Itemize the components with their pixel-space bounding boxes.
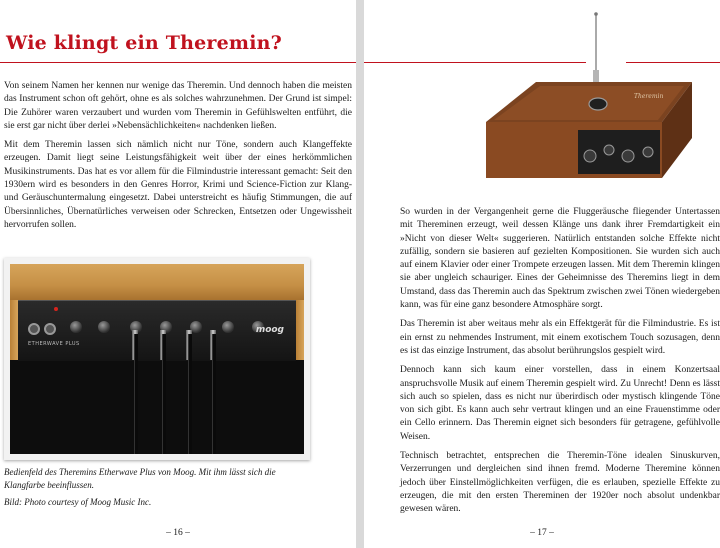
- control-panel: [18, 300, 296, 361]
- theremin-device-illustration: [466, 10, 706, 190]
- caption-text: Bedienfeld des Theremins Etherwave Plus von Moog. Mit ihm lässt sich die Klangfarbe beeinflussen.: [4, 467, 276, 490]
- cable: [162, 334, 166, 454]
- device-knob: [643, 147, 653, 157]
- paragraph: Von seinem Namen her kennen nur wenige das Theremin. Und dennoch haben die meisten das Instrument schon oft gehört, ohne es als solches wahrzunehmen. Der Grund ist simpel: Die Zuhörer waren verzaubert und wurden vom Theremin in Gefühlswelten entführt, die sie erst gar nicht über derlei »Nebensächlichkeiten« nachdenken ließen.: [4, 81, 352, 131]
- antenna-tip: [594, 12, 598, 16]
- photo-frame: [4, 258, 310, 460]
- device-label: Theremin: [634, 93, 664, 100]
- device-knob: [622, 150, 634, 162]
- photo-credit: Bild: Photo courtesy of Moog Music Inc.: [4, 497, 152, 507]
- paragraph: So wurden in der Vergangenheit gerne die Fluggeräusche fliegender Untertassen mit Thereminen erzeugt, weil dessen Klänge uns dank ihrer Fremdartigkeit ein »Nicht von dieser Welt« suggerieren. Natürlich entstanden solche Effekte nicht zufällig, sondern sie basieren auf gezielten Kompositionen. Sie wurden sich auch auf einem Klavier oder einer Trompete erzeugen lassen. Mit dem Theremin klingen sie aber ungleich schauriger. Eines der Geheimnisse des Theremins liegt in dem Umstand, dass das Theremin auch das Spektrum zwischen zwei Tönen wiedergeben kann, was für eine ganz besondere Atmosphäre sorgt.: [400, 207, 720, 311]
- right-body-text: [400, 206, 720, 523]
- maker-logo: moog: [255, 325, 284, 335]
- paragraph: Dennoch kann sich kaum einer vorstellen, dass in einem Konzertsaal anspruchsvolle Musik auf einem Theremin gespielt wird. Zu Unrecht! Denn es lässt sich auch so spielen, dass es nicht nur überirdisch oder mystisch klingende Töne von sich gibt. Es kann auch sehr vertraut klingen und an eine Frauenstimme oder ein Cello erinnern. Das Theremin eignet sich besonders für getragene, gefühlvolle Weisen.: [400, 365, 720, 442]
- power-led: [54, 307, 58, 311]
- device-main-knob: [589, 98, 607, 110]
- theremin-device-svg: [466, 10, 706, 190]
- cable: [188, 334, 192, 454]
- wood-top: [10, 264, 304, 300]
- heading-rule: [0, 62, 356, 63]
- chapter-heading: Wie klingt ein Theremin?: [6, 32, 282, 54]
- right-page: [364, 0, 720, 548]
- paragraph: Mit dem Theremin lassen sich nämlich nicht nur Töne, sondern auch Klangeffekte erzeugen. Damit liegt seine Leistungsfähigkeit weit über der eines herkömmlichen Musikinstruments. Das hat es vor allem für die Filmindustrie interessant gemacht: Seit den 1930ern wird es besonders in den Genres Horror, Krimi und Science-Fiction zur Klang- und Geräuschuntermalung eingesetzt. Dabei unterstreicht es häufig Stimmungen, die auf Übersinnliches, Übernatürliches verweisen oder Schrecken, Entsetzen oder Ungewissheit hervorrufen sollen.: [4, 140, 352, 230]
- knob: [70, 321, 82, 333]
- paragraph: Das Theremin ist aber weitaus mehr als ein Effektgerät für die Filmindustrie. Es ist ein ernst zu nehmendes Instrument, mit einem exotischem Touch sozusagen, denn es ist das einzige Instrument, das absolut berührungslos gespielt wird.: [400, 319, 720, 356]
- left-page: [0, 0, 356, 548]
- antenna-base: [593, 70, 599, 84]
- wood-side-left: [10, 300, 18, 360]
- device-knob: [604, 145, 614, 155]
- knob: [98, 321, 110, 333]
- page-number: – 16 –: [166, 528, 190, 538]
- brand-label: ETHERWAVE PLUS: [28, 341, 80, 347]
- knob: [222, 321, 234, 333]
- photo-caption: [4, 466, 314, 514]
- audio-jack: [44, 323, 56, 335]
- device-knob: [584, 150, 596, 162]
- left-body-text: [4, 80, 352, 238]
- paragraph: Technisch betrachtet, entsprechen die Theremin-Töne idealen Sinuskurven, Verzerrungen und dergleichen sind ihnen fremd. Moderne Theremine können jedoch über Einstellmöglichkeiten verfügen, die es erlauben, spezielle Effekte zu erzeugen, die mit den ersten Thereminen der 1920er noch absolut undenkbar gewesen wären.: [400, 451, 720, 515]
- control-panel-photo: [10, 264, 304, 454]
- cable: [134, 334, 138, 454]
- page-number: – 17 –: [530, 528, 554, 538]
- wood-side-right: [296, 300, 304, 360]
- audio-jack: [28, 323, 40, 335]
- cable: [212, 334, 216, 454]
